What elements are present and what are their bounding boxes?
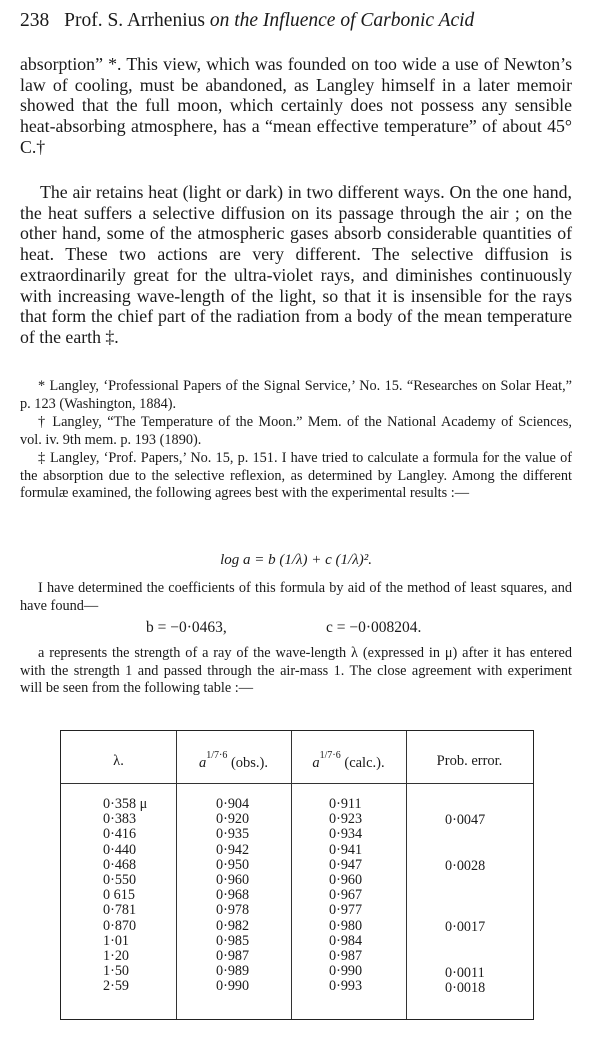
table-cell: 0·990	[216, 978, 250, 995]
table-cell: 0·968	[216, 887, 250, 904]
header-calc: $a^{1/7\cdot 6}$ (calc.).	[312, 750, 385, 771]
table-cell: 0·985	[216, 932, 250, 949]
body-paragraph-1: absorption” *. This view, which was founded on too wide a use of Newton’s law of cooling, must be abandoned, as Langley himself in a later memoir showed that the full moon, which certainly does not possess any sensible heat-absorbing atmosphere, has a “mean effective temperature” of about 45° C.†	[20, 54, 572, 157]
footnote-1: * Langley, ‘Professional Papers of the Signal Service,’ No. 15. “Researches on Solar Heat,” p. 123 (Washington, 1884).	[20, 378, 572, 412]
coefficient-b: b = −0·0463,	[146, 619, 227, 636]
table-cell: 0·416	[103, 826, 137, 843]
table-cell: 0 615	[103, 887, 135, 904]
footnote-3: ‡ Langley, ‘Prof. Papers,’ No. 15, p. 151. I have tried to calculate a formula for the value of the absorption due to the selective reflexion, as determined by Langley. Among the different formulæ examined, the following agrees best with the experimental results :—	[20, 450, 572, 501]
table-cell: 0·383	[103, 811, 137, 828]
table-cell: 0·0018	[445, 980, 486, 996]
body-paragraph-2: The air retains heat (light or dark) in two different ways. On the one hand, the heat suffers a selective diffusion on its passage through the air ; on the other hand, some of the atmospheric gases absorb considerable quantities of heat. These two actions are very different. The selective diffusion is extraordinarily great for the ultra-violet rays, and diminishes continuously with increasing wave-length of the light, so that it is insensible for the rays that form the chief part of the radiation from a body of the mean temperature of the earth ‡.	[20, 182, 572, 347]
header-author: Prof. S. Arrhenius	[64, 10, 205, 31]
table-cell: 0·934	[329, 826, 363, 843]
table-cell: 0·960	[216, 871, 250, 888]
column-obs	[216, 797, 249, 994]
table-header-rule	[61, 783, 533, 784]
table-cell: 0·967	[329, 887, 363, 904]
table-cell: 0·911	[329, 796, 362, 812]
table-cell: 0·982	[216, 917, 250, 934]
column-calc	[329, 797, 362, 994]
table-cell: 0·947	[329, 856, 363, 873]
absorption-equation: log a = b (1/λ) + c (1/λ)².	[220, 552, 372, 568]
table-cell: 0·984	[329, 932, 363, 949]
table-cell: 0·989	[216, 963, 250, 980]
coefficient-c: c = −0·008204.	[326, 619, 422, 636]
table-divider	[176, 731, 177, 1019]
table-cell: 0·904	[216, 796, 250, 812]
table-cell: 0·980	[329, 917, 363, 934]
table-cell: 0·468	[103, 856, 137, 873]
table-cell: 0·990	[329, 963, 363, 980]
table-cell: 0·0017	[445, 919, 486, 935]
table-cell: 0·987	[329, 947, 363, 964]
table-cell: 0·977	[329, 902, 363, 919]
header-obs: $a^{1/7\cdot 6}$ (obs.).	[198, 750, 269, 771]
table-cell: 2·59	[103, 978, 130, 995]
table-cell: 0·920	[216, 811, 250, 828]
absorption-table	[60, 730, 534, 1020]
table-cell: 0·935	[216, 826, 250, 843]
table-cell: 1·20	[103, 947, 130, 964]
table-cell: 0·0028	[445, 858, 486, 874]
header-prob-error: Prob. error.	[436, 753, 503, 769]
table-cell: 0·993	[329, 978, 363, 995]
table-cell: 0·960	[329, 871, 363, 888]
table-divider	[406, 731, 407, 1019]
table-cell: 0·941	[329, 841, 363, 858]
footnote-coefficients-text: I have determined the coefficients of this formula by aid of the method of least squares, and have found—	[20, 580, 572, 614]
column-lambda	[103, 797, 147, 994]
table-cell: 0·978	[216, 902, 250, 919]
table-cell: 0·923	[329, 811, 363, 828]
footnote-explanation: a represents the strength of a ray of the wave-length λ (expressed in μ) after it has entered with the strength 1 and passed through the air-mass 1. The close agreement with experiment will be seen from the following table :—	[20, 645, 572, 696]
footnote-2: † Langley, “The Temperature of the Moon.” Mem. of the National Academy of Sciences, vol. iv. 9th mem. p. 193 (1890).	[20, 414, 572, 448]
running-header	[20, 10, 580, 32]
table-cell: 0·0011	[445, 965, 485, 981]
table-cell: 1·50	[103, 963, 130, 980]
page-number: 238	[20, 10, 50, 31]
table-cell: 0·781	[103, 902, 137, 919]
table-cell: 0·942	[216, 841, 250, 858]
table-cell: 0·550	[103, 871, 137, 888]
table-cell: 1·01	[103, 932, 130, 949]
table-cell: 0·0047	[445, 812, 486, 828]
table-cell: 0·870	[103, 917, 137, 934]
table-cell: 0·987	[216, 947, 250, 964]
header-lambda: λ.	[113, 753, 124, 769]
table-cell: 0·440	[103, 841, 137, 858]
table-divider	[291, 731, 292, 1019]
table-cell: 0·950	[216, 856, 250, 873]
table-cell: 0·358 μ	[103, 796, 148, 812]
header-title: on the Influence of Carbonic Acid	[209, 10, 475, 31]
